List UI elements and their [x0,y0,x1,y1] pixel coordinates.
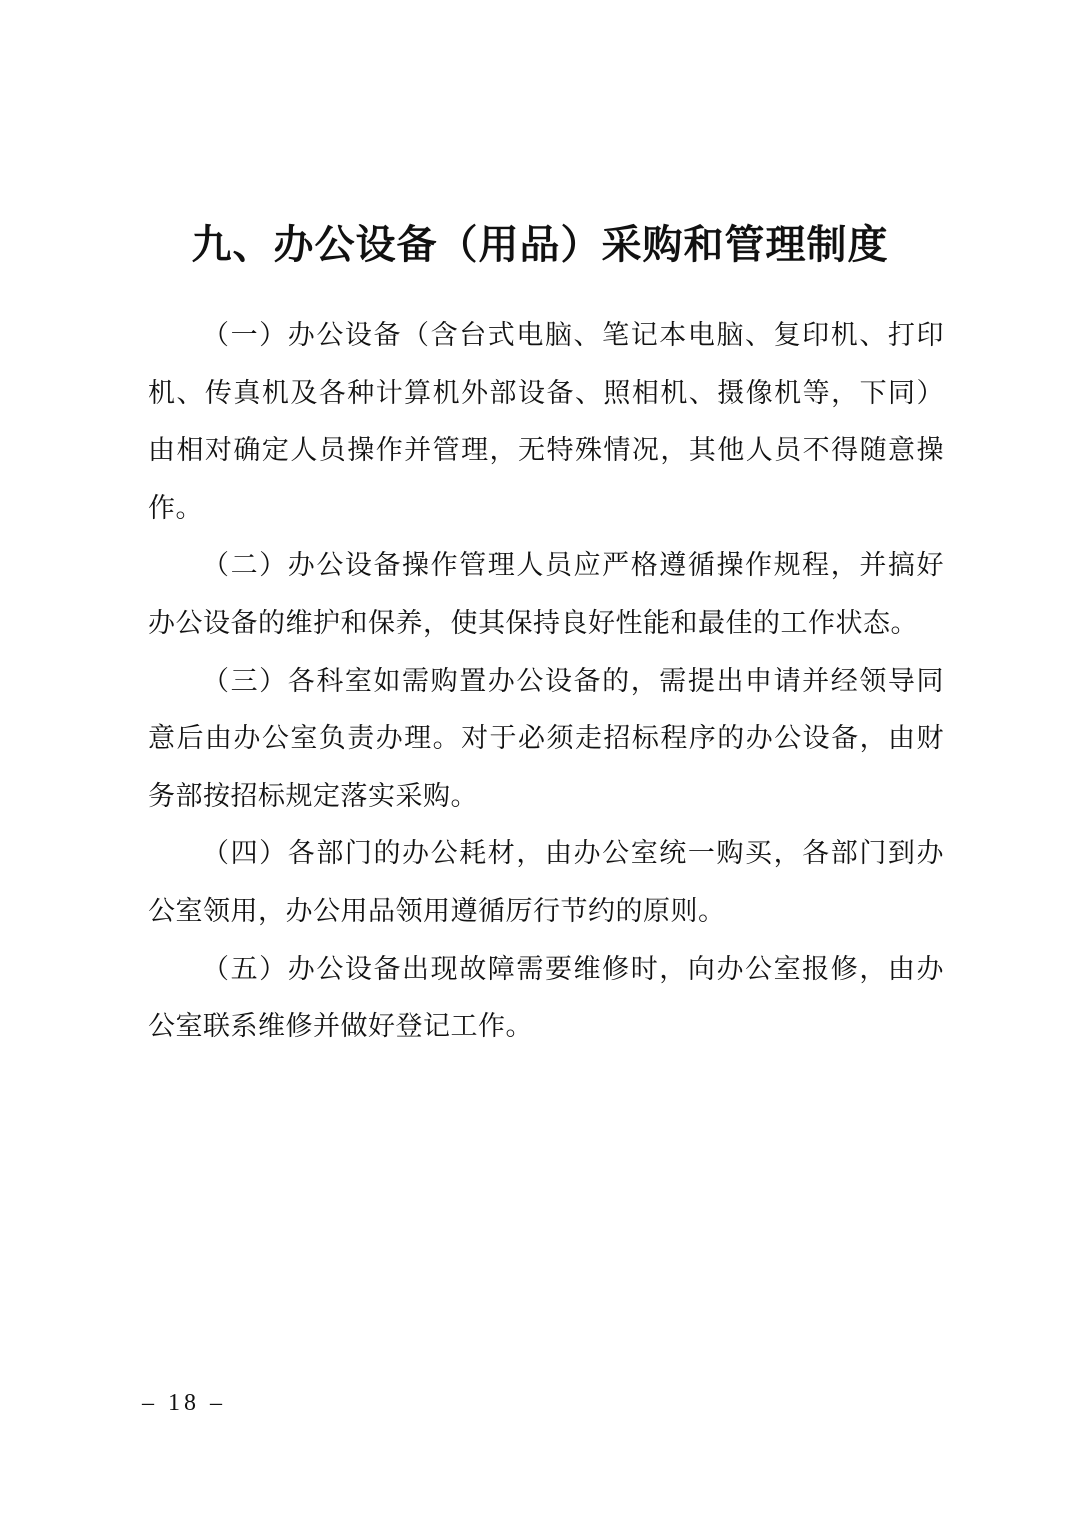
paragraph-2: （二）办公设备操作管理人员应严格遵循操作规程，并搞好办公设备的维护和保养，使其保持良好性能和最佳的工作状态。 [148,550,944,639]
paragraph-3: （三）各科室如需购置办公设备的，需提出申请并经领导同意后由办公室负责办理。对于必须走招标程序的办公设备，由财务部按招标规定落实采购。 [148,665,944,812]
document-title: 九、办公设备（用品）采购和管理制度 [191,221,889,268]
paragraph-4: （四）各部门的办公耗材，由办公室统一购买，各部门到办公室领用，办公用品领用遵循厉行节约的原则。 [148,838,944,927]
document-body [148,307,944,1056]
page-number: – 18 – [142,1390,226,1416]
paragraph-1: （一）办公设备（含台式电脑、笔记本电脑、复印机、打印机、传真机及各种计算机外部设备、照相机、摄像机等，下同）由相对确定人员操作并管理，无特殊情况，其他人员不得随意操作。 [148,320,944,524]
paragraph-5: （五）办公设备出现故障需要维修时，向办公室报修，由办公室联系维修并做好登记工作。 [148,953,944,1043]
